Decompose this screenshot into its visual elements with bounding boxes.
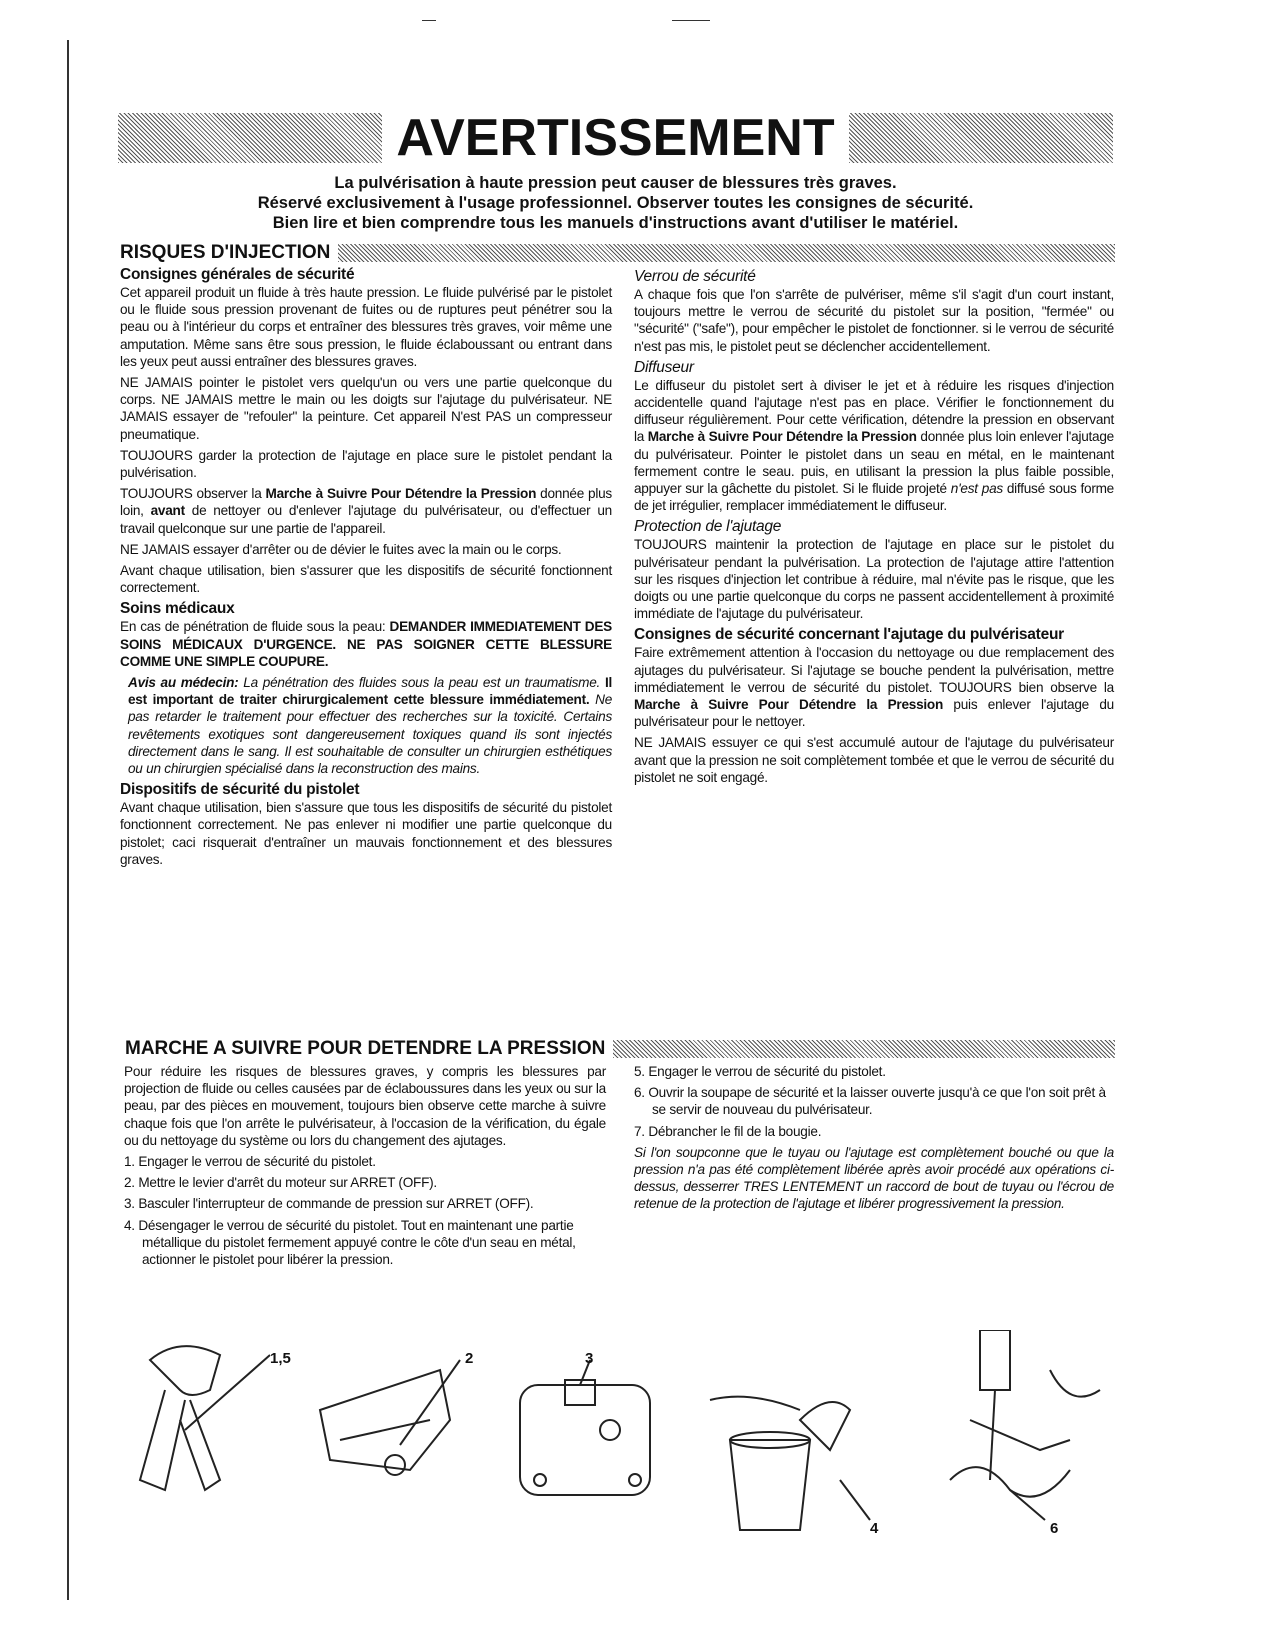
spray-gun-illustration <box>140 1346 270 1490</box>
paragraph <box>120 799 612 868</box>
pressure-right-column <box>634 1063 1114 1217</box>
bucket-gun-illustration <box>710 1397 870 1530</box>
text-run: Faire extrêmement attention à l'occasion du nettoyage ou due remplacement des ajutages du pulvérisateur. Si l'ajutage se bouche pendent la pulvérisation, mettre immédiatement le verrou de sécurité du pistolet. TOUJOURS bien observe la <box>634 645 1114 695</box>
paragraph <box>634 286 1114 355</box>
procedure-step: 2. Mettre le levier d'arrêt du moteur sur ARRET (OFF). <box>124 1175 437 1191</box>
figure-label: 1,5 <box>270 1350 291 1367</box>
figure-label: 6 <box>1050 1520 1059 1537</box>
page-margin-line <box>67 40 69 1600</box>
injection-right-column <box>634 264 1114 790</box>
text-run: puis enlever l'ajutage du pulvérisateur pour le nettoyer. <box>634 697 1114 730</box>
hose-fitting-illustration <box>950 1330 1100 1520</box>
text-run: Avant chaque utilisation, bien s'assure que tous les dispositifs de sécurité du pistolet fonctionnent correctement. Ne pas enlever ni modifier une partie quelconque du pistolet; caci risquerait d'entraîner un mauvais fonctionnement et des blessures graves. <box>120 800 612 867</box>
paragraph <box>120 447 612 481</box>
warning-intro <box>118 173 1113 233</box>
paragraph <box>120 618 612 670</box>
procedure-step: 5. Engager le verrou de sécurité du pistolet. <box>634 1064 886 1079</box>
subsection-heading: Diffuseur <box>634 358 694 376</box>
illustrations-svg <box>110 1330 1120 1560</box>
section-title: MARCHE A SUIVRE POUR DETENDRE LA PRESSION <box>125 1038 606 1059</box>
section-title: RISQUES D'INJECTION <box>120 242 331 263</box>
paragraph <box>634 536 1114 622</box>
scan-mark <box>672 20 710 21</box>
intro-line: Bien lire et bien comprendre tous les manuels d'instructions avant d'utiliser le matériel. <box>272 214 959 232</box>
text-run: n'est pas <box>950 481 1003 497</box>
text-run: Cet appareil produit un fluide à très haute pression. Le fluide pulvérisé par le pistolet ou le fluide sous pression provenant de fuites ou de ruptures peut pénétrer sou la peau ou à l'intérieur du corps et entraîner des blessures très graves, voir même une amputation. Même sans être sous pression, le fluide éclaboussant ou entrant dans les yeux peut aussi entraîner des blessures graves. <box>120 285 612 369</box>
figure-label: 4 <box>870 1520 879 1537</box>
text-run: Marche à Suivre Pour Détendre la Pression <box>634 697 944 713</box>
procedure-step: 4. Désengager le verrou de sécurité du pistolet. Tout en maintenant une partie métallique du pistolet fermement appuyé contre le côte d'un seau en métal, actionner le pistolet pour libérer la pression. <box>124 1217 576 1268</box>
intro-line: La pulvérisation à haute pression peut causer de blessures très graves. <box>334 174 897 192</box>
text-run: TOUJOURS observer la <box>120 486 266 502</box>
text-run: Le diffuseur du pistolet sert à diviser le jet et à réduire les risques d'injection accidentelle quand l'ajutage n'est pas en place. Vérifier le fonctionnement du diffuseur régulièrement. Pour cette vérification, détendre la pression en observant la <box>634 377 1114 445</box>
text-run: Il est important de traiter chirurgicalement cette blessure immédiatement. <box>128 675 612 708</box>
section-heading-pressure <box>125 1038 1115 1060</box>
subsection-heading: Protection de l'ajutage <box>634 518 782 536</box>
procedure-step: 7. Débrancher le fil de la bougie. <box>634 1123 822 1139</box>
paragraph <box>634 734 1114 786</box>
subsection-heading: Verrou de sécurité <box>634 268 756 285</box>
text-run: TOUJOURS garder la protection de l'ajutage en place sure le pistolet pendant la pulvérisation. <box>120 447 612 481</box>
procedure-illustrations <box>110 1330 1120 1560</box>
procedure-step: 3. Basculer l'interrupteur de commande de pression sur ARRET (OFF). <box>124 1196 534 1212</box>
paragraph <box>120 374 612 443</box>
text-run: de nettoyer ou d'enlever l'ajutage du pulvérisateur, ou d'effectuer un travail quelconque sur une partie de l'appareil. <box>120 503 612 536</box>
text-run: A chaque fois que l'on s'arrête de pulvériser, même s'il s'agit d'un court instant, toujours mettre le verrou de sécurité du pistolet sur la position, "fermée" ou "sécurité" ("safe"), pour empêcher le pistolet de fonctionner. si le verrou de sécurité n'est pas mis, le pistolet peut se déclencher accidentellement. <box>634 287 1114 354</box>
text-run: NE JAMAIS essuyer ce qui s'est accumulé autour de l'ajutage du pulvérisateur avant que la pression ne soit complètement tombée et que le verrou de sécurité du pistolet ne soit engagé. <box>634 735 1114 785</box>
paragraph <box>120 485 612 537</box>
text-run: Marche à Suivre Pour Détendre la Pression <box>265 486 537 502</box>
page-title: AVERTISSEMENT <box>396 109 835 167</box>
procedure-step: 6. Ouvrir la soupape de sécurité et la laisser ouverte jusqu'à ce que l'on soit prêt à se servir de nouveau du pulvérisateur. <box>634 1085 1106 1118</box>
text-run: La pénétration des fluides sous la peau est un traumatisme. <box>238 675 605 691</box>
paragraph <box>634 644 1114 730</box>
text-run: NE JAMAIS pointer le pistolet vers quelqu'un ou vers une partie quelconque du corps. NE JAMAIS mettre le main ou les doigts sur l'ajutage du pulvérisateur. NE JAMAIS essayer de "refouler" la peinture. Cet appareil N'est PAS un compresseur pneumatique. <box>120 375 612 442</box>
text-run: donnée plus loin enlever l'ajutage du pulvérisateur. Pointer le pistolet dans un seau en métal, en le maintenant fermement contre le seau. puis, en utilisant la pression la plus faible possible, appuyer sur la gâchette du pistolet. Si le fluide projeté <box>634 429 1114 497</box>
text-run: Avis au médecin: <box>128 675 239 691</box>
paragraph <box>120 541 612 558</box>
paragraph <box>120 562 612 596</box>
hatch-left <box>118 113 382 163</box>
warning-banner <box>118 110 1113 166</box>
procedure-intro: Pour réduire les risques de blessures graves, y compris les blessures par projection de fluide ou celles causées par de éclaboussures dans les yeux ou sur la peau, par des pièces en mouvement, toujours bien observe cette marche à suivre chaque fois que l'on arrête le pulvérisateur, à l'occasion de la vérification, du égale ou du nettoyage du système ou lors du changement des ajutages. <box>124 1064 606 1148</box>
subsection-heading: Soins médicaux <box>120 600 235 618</box>
section-heading-injection <box>120 242 1115 264</box>
procedure-note: Si l'on soupconne que le tuyau ou l'ajutage est complètement bouché ou que la pression n'a pas été complètement libérée après avoir procédé aux opérations ci-dessus, desserrer TRES LENTEMENT un raccord de bout de tuyau ou l'écrou de retenue de la protection de l'ajutage et libérer progressivement la pression. <box>634 1144 1114 1212</box>
text-run: Marche à Suivre Pour Détendre la Pression <box>647 429 917 445</box>
hatch-bar <box>613 1040 1115 1058</box>
pressure-left-column <box>124 1063 606 1272</box>
text-run: donnée plus loin, <box>120 486 612 519</box>
text-run: En cas de pénétration de fluide sous la peau: <box>120 619 390 635</box>
paragraph <box>120 674 612 777</box>
hatch-right <box>849 113 1113 163</box>
figure-label: 2 <box>465 1350 474 1367</box>
procedure-steps <box>124 1153 606 1268</box>
scan-mark <box>422 20 436 21</box>
text-run: Avant chaque utilisation, bien s'assurer que les dispositifs de sécurité fonctionnent correctement. <box>120 563 612 596</box>
text-run: DEMANDER IMMEDIATEMENT DES SOINS MÉDICAUX D'URGENCE. NE PAS SOIGNER CETTE BLESSURE COMME UNE SIMPLE COUPURE. <box>120 619 612 669</box>
subsection-heading: Dispositifs de sécurité du pistolet <box>120 781 360 799</box>
text-run: avant <box>150 503 185 519</box>
figure-label: 3 <box>585 1350 594 1367</box>
pressure-switch-illustration <box>520 1360 650 1495</box>
procedure-steps <box>634 1063 1114 1140</box>
paragraph <box>120 284 612 370</box>
text-run: NE JAMAIS essayer d'arrêter ou de dévier le fuites avec la main ou le corps. <box>120 541 562 557</box>
engine-lever-illustration <box>320 1360 460 1475</box>
paragraph <box>634 377 1114 515</box>
intro-line: Réservé exclusivement à l'usage professionnel. Observer toutes les consignes de sécurité. <box>257 194 974 212</box>
text-run: Ne pas retarder le traitement pour effectuer des recherches sur la toxicité. Certains revêtements exotiques sont dangereusement toxiques quand ils sont injectés directement dans le sang. Il est souhaitable de consulter un chirurgien esthétiques ou un chirurgien spécialisé dans la reconstruction des mains. <box>128 692 612 777</box>
text-run: TOUJOURS maintenir la protection de l'ajutage en place sur le pistolet du pulvérisateur pendant la pulvérisation. La protection de l'ajutage attire l'attention sur les risques d'injection let contribue à réduire, mal n'évite pas le risque, que les doigts ou une partie quelconque du corps ne passent accidentellement à proximité immédiate de l'ajutage du pulvérisateur. <box>634 537 1114 622</box>
subsection-heading: Consignes de sécurité concernant l'ajutage du pulvérisateur <box>634 626 1064 644</box>
injection-left-column <box>120 264 612 872</box>
hatch-bar <box>338 244 1115 262</box>
text-run: diffusé sous forme de jet irrégulier, remplacer immédiatement le diffuseur. <box>634 481 1114 514</box>
procedure-step: 1. Engager le verrou de sécurité du pistolet. <box>124 1154 376 1170</box>
subsection-heading: Consignes générales de sécurité <box>120 266 355 283</box>
